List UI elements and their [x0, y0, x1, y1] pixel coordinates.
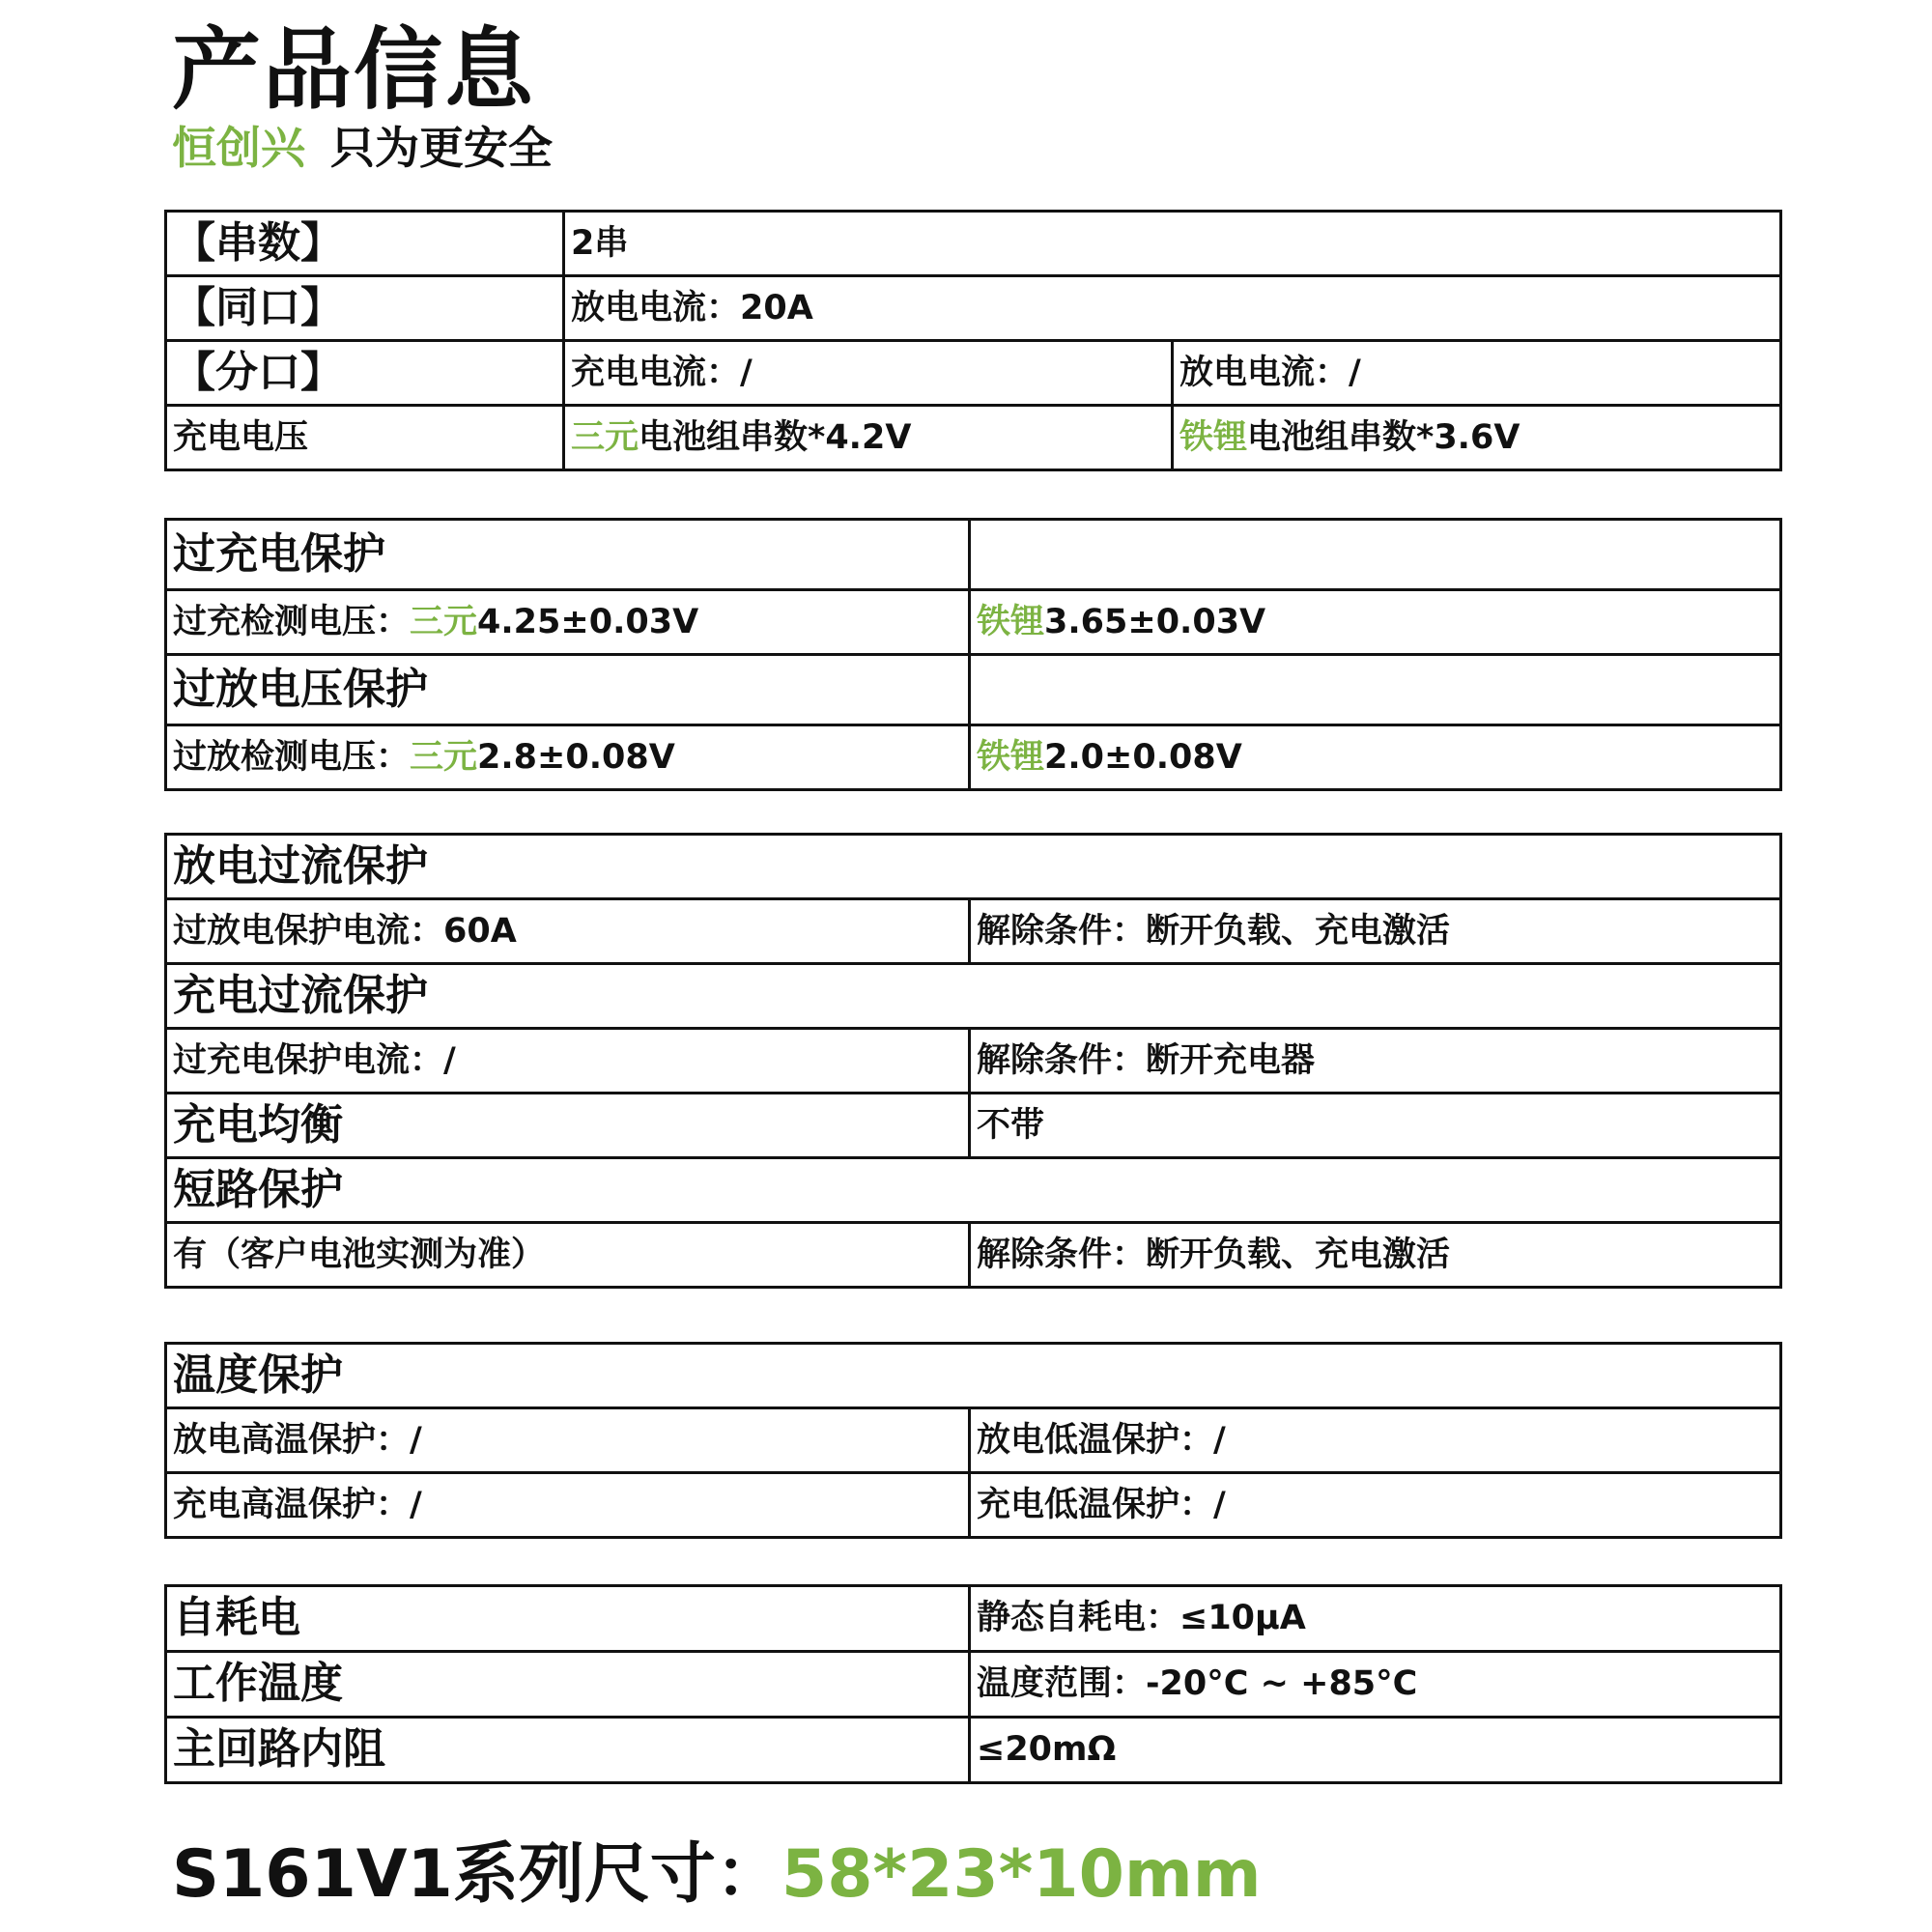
- work-temp-label: 工作温度: [166, 1652, 970, 1718]
- overdischarge-lifepo4-label: 铁锂: [977, 737, 1045, 777]
- discharge-low-temp: 放电低温保护：/: [970, 1408, 1781, 1473]
- table-row: [166, 520, 1781, 590]
- table-row: [166, 964, 1781, 1029]
- table-row: [166, 1718, 1781, 1783]
- same-port-label: 【同口】: [166, 276, 564, 341]
- overdischarge-ternary: [166, 725, 970, 790]
- self-consumption-value: 静态自耗电：≤10μA: [970, 1586, 1781, 1652]
- table-row: [166, 1652, 1781, 1718]
- resistance-value: ≤20mΩ: [970, 1718, 1781, 1783]
- overdischarge-lifepo4: [970, 725, 1781, 790]
- charge-overcurrent-value: 过充电保护电流：/: [166, 1029, 970, 1094]
- table-row: [166, 1408, 1781, 1473]
- overcharge-ternary-label: 三元: [410, 602, 478, 641]
- voltage-protection-table: [164, 518, 1782, 791]
- table-row: [166, 406, 1781, 470]
- table-row: [166, 1344, 1781, 1408]
- charge-low-temp: 充电低温保护：/: [970, 1473, 1781, 1538]
- table-row: [166, 1029, 1781, 1094]
- overcharge-title: 过充电保护: [166, 520, 970, 590]
- overcharge-lifepo4: [970, 590, 1781, 655]
- charge-overcurrent-release: 解除条件：断开充电器: [970, 1029, 1781, 1094]
- charge-overcurrent-title: 充电过流保护: [166, 964, 1781, 1029]
- current-protection-table: [164, 833, 1782, 1289]
- discharge-overcurrent-title: 放电过流保护: [166, 835, 1781, 899]
- table-row: [166, 725, 1781, 790]
- charge-voltage-ternary: [564, 406, 1173, 470]
- overdischarge-ternary-label: 三元: [410, 737, 478, 777]
- balance-value: 不带: [970, 1094, 1781, 1158]
- resistance-label: 主回路内阻: [166, 1718, 970, 1783]
- table-row: [166, 899, 1781, 964]
- temperature-title: 温度保护: [166, 1344, 1781, 1408]
- split-port-label: 【分口】: [166, 341, 564, 406]
- overcharge-lifepo4-value: 3.65±0.03V: [1044, 602, 1266, 641]
- overdischarge-ternary-value: 2.8±0.08V: [477, 737, 675, 777]
- self-consumption-label: 自耗电: [166, 1586, 970, 1652]
- empty-cell: [970, 520, 1781, 590]
- overdischarge-lifepo4-value: 2.0±0.08V: [1044, 737, 1242, 777]
- basic-info-table: [164, 210, 1782, 471]
- split-charge-current: 充电电流：/: [564, 341, 1173, 406]
- misc-spec-table: [164, 1584, 1782, 1784]
- table-row: [166, 1223, 1781, 1288]
- ternary-label: 三元: [571, 417, 639, 457]
- table-row: [166, 276, 1781, 341]
- table-row: [166, 1158, 1781, 1223]
- subtitle: [172, 124, 553, 173]
- same-port-value: 放电电流：20A: [564, 276, 1781, 341]
- balance-label: 充电均衡: [166, 1094, 970, 1158]
- empty-cell: [970, 655, 1781, 725]
- size-label: S161V1系列尺寸：: [172, 1836, 781, 1913]
- overcharge-ternary: [166, 590, 970, 655]
- series-label: 【串数】: [166, 212, 564, 276]
- overcharge-prefix: 过充检测电压：: [173, 602, 411, 641]
- split-discharge-current: 放电电流：/: [1173, 341, 1781, 406]
- table-row: [166, 1094, 1781, 1158]
- discharge-overcurrent-value: 过放电保护电流：60A: [166, 899, 970, 964]
- table-row: [166, 590, 1781, 655]
- lifepo4-formula: 电池组串数*3.6V: [1247, 417, 1520, 457]
- brand-slogan: 只为更安全: [330, 122, 553, 174]
- short-circuit-release: 解除条件：断开负载、充电激活: [970, 1223, 1781, 1288]
- table-row: [166, 655, 1781, 725]
- short-circuit-value: 有（客户电池实测为准）: [166, 1223, 970, 1288]
- charge-voltage-label: 充电电压: [166, 406, 564, 470]
- size-value: 58*23*10mm: [781, 1836, 1262, 1913]
- page-title: 产品信息: [172, 18, 536, 122]
- ternary-formula: 电池组串数*4.2V: [639, 417, 912, 457]
- charge-high-temp: 充电高温保护：/: [166, 1473, 970, 1538]
- short-circuit-title: 短路保护: [166, 1158, 1781, 1223]
- work-temp-value: 温度范围：-20°C ~ +85°C: [970, 1652, 1781, 1718]
- overdischarge-title: 过放电压保护: [166, 655, 970, 725]
- size-footer: [172, 1836, 1262, 1913]
- table-row: [166, 835, 1781, 899]
- brand-name: 恒创兴: [172, 122, 305, 174]
- charge-voltage-lifepo4: [1173, 406, 1781, 470]
- overdischarge-prefix: 过放检测电压：: [173, 737, 411, 777]
- table-row: [166, 1586, 1781, 1652]
- overcharge-lifepo4-label: 铁锂: [977, 602, 1045, 641]
- overcharge-ternary-value: 4.25±0.03V: [477, 602, 699, 641]
- table-row: [166, 212, 1781, 276]
- table-row: [166, 1473, 1781, 1538]
- temperature-table: [164, 1342, 1782, 1539]
- lifepo4-label: 铁锂: [1179, 417, 1248, 457]
- series-value: 2串: [564, 212, 1781, 276]
- discharge-high-temp: 放电高温保护：/: [166, 1408, 970, 1473]
- discharge-overcurrent-release: 解除条件：断开负载、充电激活: [970, 899, 1781, 964]
- table-row: [166, 341, 1781, 406]
